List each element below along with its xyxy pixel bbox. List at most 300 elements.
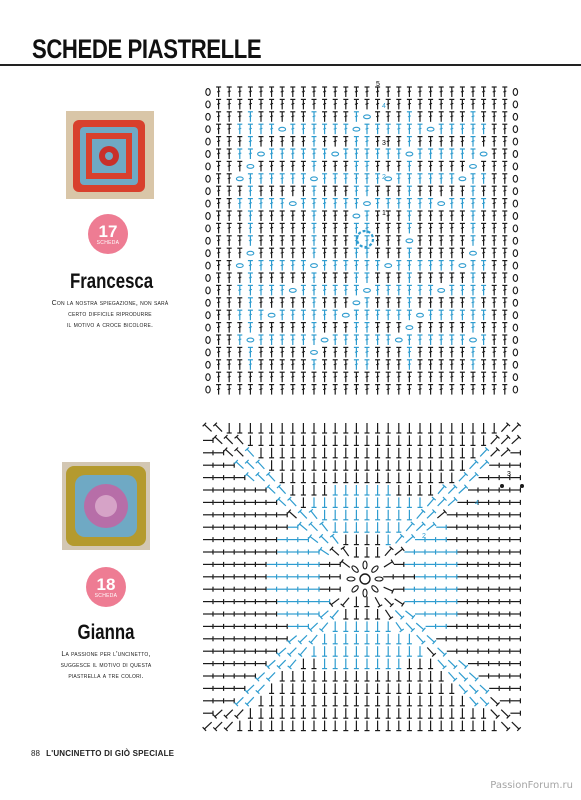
stitch-bar	[344, 339, 347, 340]
stitch-bar	[450, 289, 453, 290]
stitch-bar	[503, 289, 506, 290]
stitch-bar	[334, 215, 337, 216]
stitch-bar	[461, 116, 464, 117]
double-crochet	[406, 536, 413, 543]
chain-stitch	[236, 177, 243, 181]
stitch-bar	[344, 227, 347, 228]
stitch-bar	[334, 339, 337, 340]
chain-stitch	[513, 163, 517, 170]
stitch-bar	[291, 364, 294, 365]
chain-stitch	[513, 225, 517, 232]
stitch-bar	[334, 289, 337, 290]
stitch-bar	[313, 314, 316, 315]
stitch-bar	[217, 128, 220, 129]
stitch-bar	[238, 351, 241, 352]
double-crochet	[226, 449, 233, 456]
stitch-bar	[493, 339, 496, 340]
stitch-bar	[472, 376, 475, 377]
stitch-bar	[249, 128, 252, 129]
stitch-bar	[397, 190, 400, 191]
double-crochet	[289, 636, 297, 642]
stitch-bar	[344, 128, 347, 129]
stitch-bar	[249, 91, 252, 92]
stitch-bar	[387, 190, 390, 191]
stitch-bar	[238, 327, 241, 328]
chain-stitch	[480, 152, 487, 156]
stitch-bar	[493, 141, 496, 142]
chain-stitch	[351, 585, 359, 593]
double-crochet	[268, 660, 275, 667]
stitch-bar	[302, 91, 305, 92]
stitch-bar	[281, 376, 284, 377]
stitch-bar	[397, 376, 400, 377]
round-label-3: 3	[507, 471, 511, 478]
stitch-bar	[355, 327, 358, 328]
stitch-bar	[397, 116, 400, 117]
stitch-bar	[387, 227, 390, 228]
stitch-bar	[228, 240, 231, 241]
stitch-bar	[281, 203, 284, 204]
stitch-bar	[366, 178, 369, 179]
stitch-bar	[228, 364, 231, 365]
stitch-bar	[249, 265, 252, 266]
stitch-bar	[376, 252, 379, 253]
stitch-bar	[461, 227, 464, 228]
stitch-bar	[355, 165, 358, 166]
stitch-bar	[366, 389, 369, 390]
stitch-bar	[334, 203, 337, 204]
stitch-bar	[482, 277, 485, 278]
double-crochet	[375, 597, 380, 606]
stitch-bar	[228, 91, 231, 92]
stitch-bar	[366, 128, 369, 129]
stitch-bar	[260, 227, 263, 228]
stitch-bar	[472, 203, 475, 204]
stitch-bar	[376, 141, 379, 142]
double-crochet	[438, 648, 445, 655]
chain-stitch	[321, 338, 328, 342]
double-crochet	[226, 437, 233, 444]
double-crochet	[310, 524, 317, 531]
stitch-bar	[334, 265, 337, 266]
stitch-bar	[355, 265, 358, 266]
chain-stitch	[206, 101, 210, 108]
double-crochet	[438, 660, 445, 667]
stitch-bar	[228, 327, 231, 328]
stitch-bar	[450, 364, 453, 365]
stitch-bar	[419, 141, 422, 142]
stitch-bar	[440, 364, 443, 365]
stitch-bar	[313, 203, 316, 204]
stitch-bar	[334, 351, 337, 352]
stitch-bar	[419, 302, 422, 303]
badge-sub: SCHEDA	[96, 240, 120, 246]
stitch-bar	[334, 376, 337, 377]
stitch-bar	[440, 153, 443, 154]
stitch-bar	[461, 314, 464, 315]
double-crochet	[416, 623, 424, 630]
stitch-bar	[334, 165, 337, 166]
chain-stitch	[364, 202, 371, 206]
stitch-bar	[302, 203, 305, 204]
stitch-bar	[493, 103, 496, 104]
stitch-bar	[376, 190, 379, 191]
stitch-bar	[376, 215, 379, 216]
stitch-bar	[228, 215, 231, 216]
stitch-bar	[419, 116, 422, 117]
stitch-bar	[313, 128, 316, 129]
stitch-bar	[440, 351, 443, 352]
stitch-bar	[408, 376, 411, 377]
stitch-bar	[217, 339, 220, 340]
motif-17-photo	[66, 111, 154, 199]
stitch-bar	[366, 314, 369, 315]
stitch-bar	[260, 116, 263, 117]
stitch-bar	[376, 364, 379, 365]
page-footer	[31, 749, 174, 758]
double-crochet	[331, 549, 338, 556]
chain-stitch	[371, 585, 379, 593]
chain-stitch	[513, 262, 517, 269]
stitch-bar	[366, 302, 369, 303]
double-crochet	[278, 648, 286, 655]
stitch-bar	[408, 128, 411, 129]
stitch-bar	[366, 240, 369, 241]
stitch-bar	[323, 327, 326, 328]
stitch-bar	[450, 302, 453, 303]
chain-stitch	[279, 127, 286, 131]
stitch-bar	[472, 190, 475, 191]
chain-stitch	[236, 264, 243, 268]
stitch-bar	[482, 351, 485, 352]
chain-stitch	[206, 361, 210, 368]
stitch-bar	[313, 227, 316, 228]
stitch-bar	[482, 314, 485, 315]
stitch-bar	[217, 153, 220, 154]
stitch-bar	[472, 302, 475, 303]
stitch-bar	[397, 302, 400, 303]
stitch-bar	[344, 116, 347, 117]
double-crochet	[396, 622, 402, 630]
stitch-bar	[450, 91, 453, 92]
stitch-bar	[461, 91, 464, 92]
stitch-bar	[472, 351, 475, 352]
double-crochet	[459, 685, 466, 692]
stitch-bar	[238, 240, 241, 241]
stitch-bar	[260, 327, 263, 328]
stitch-bar	[503, 376, 506, 377]
stitch-bar	[397, 252, 400, 253]
stitch-bar	[334, 327, 337, 328]
double-crochet	[480, 697, 487, 704]
stitch-bar	[270, 103, 273, 104]
stitch-bar	[249, 178, 252, 179]
stitch-bar	[238, 215, 241, 216]
double-crochet	[247, 685, 254, 692]
stitch-bar	[419, 376, 422, 377]
chain-stitch	[513, 151, 517, 158]
stitch-bar	[281, 252, 284, 253]
stitch-bar	[429, 203, 432, 204]
stitch-bar	[302, 240, 305, 241]
stitch-bar	[440, 277, 443, 278]
stitch-bar	[397, 277, 400, 278]
stitch-bar	[238, 314, 241, 315]
double-crochet	[300, 524, 308, 530]
double-crochet	[343, 548, 349, 556]
chain-stitch	[206, 213, 210, 220]
chain-stitch	[206, 225, 210, 232]
stitch-bar	[397, 364, 400, 365]
stitch-bar	[387, 289, 390, 290]
double-crochet	[258, 462, 265, 469]
chain-stitch	[364, 115, 371, 119]
stitch-bar	[419, 327, 422, 328]
stitch-bar	[387, 153, 390, 154]
stitch-bar	[281, 364, 284, 365]
stitch-bar	[344, 103, 347, 104]
double-crochet	[279, 486, 286, 493]
stitch-bar	[419, 128, 422, 129]
stitch-bar	[493, 314, 496, 315]
stitch-bar	[217, 178, 220, 179]
stitch-bar	[503, 277, 506, 278]
double-crochet	[501, 449, 508, 456]
double-crochet	[311, 511, 317, 519]
stitch-bar	[461, 302, 464, 303]
stitch-bar	[323, 240, 326, 241]
title-rule	[0, 64, 581, 66]
stitch-bar	[344, 153, 347, 154]
stitch-bar	[461, 364, 464, 365]
chain-stitch	[363, 589, 367, 597]
stitch-bar	[472, 91, 475, 92]
stitch-bar	[419, 339, 422, 340]
double-crochet	[512, 722, 519, 729]
stitch-bar	[238, 364, 241, 365]
double-crochet	[469, 474, 476, 481]
chain-stitch	[311, 351, 318, 355]
stitch-bar	[429, 103, 432, 104]
stitch-bar	[217, 141, 220, 142]
stitch-bar	[291, 252, 294, 253]
stitch-bar	[313, 190, 316, 191]
chain-stitch	[206, 337, 210, 344]
stitch-bar	[281, 389, 284, 390]
stitch-bar	[493, 277, 496, 278]
stitch-bar	[376, 277, 379, 278]
stitch-bar	[387, 141, 390, 142]
stitch-bar	[397, 141, 400, 142]
stitch-bar	[260, 277, 263, 278]
double-crochet	[247, 462, 254, 469]
stitch-bar	[217, 165, 220, 166]
stitch-bar	[461, 327, 464, 328]
stitch-bar	[217, 265, 220, 266]
stitch-bar	[408, 203, 411, 204]
stitch-bar	[355, 91, 358, 92]
double-crochet	[437, 512, 445, 518]
stitch-bar	[228, 227, 231, 228]
stitch-bar	[450, 116, 453, 117]
chain-stitch	[395, 338, 402, 342]
stitch-bar	[323, 351, 326, 352]
stitch-bar	[419, 165, 422, 166]
stitch-bar	[482, 289, 485, 290]
stitch-bar	[260, 203, 263, 204]
stitch-bar	[334, 277, 337, 278]
stitch-bar	[291, 327, 294, 328]
double-crochet	[491, 449, 498, 456]
stitch-bar	[270, 153, 273, 154]
stitch-bar	[291, 215, 294, 216]
chain-stitch	[353, 301, 360, 305]
stitch-bar	[238, 302, 241, 303]
start-dot	[520, 484, 524, 488]
double-crochet	[480, 462, 487, 469]
stitch-bar	[450, 153, 453, 154]
stitch-bar	[270, 364, 273, 365]
stitch-bar	[249, 190, 252, 191]
stitch-bar	[291, 314, 294, 315]
stitch-bar	[376, 91, 379, 92]
stitch-bar	[260, 314, 263, 315]
stitch-bar	[366, 364, 369, 365]
stitch-bar	[260, 302, 263, 303]
diagram-18-marks	[203, 423, 524, 731]
stitch-bar	[408, 277, 411, 278]
stitch-bar	[260, 215, 263, 216]
double-crochet	[470, 697, 477, 704]
chain-stitch	[206, 188, 210, 195]
stitch-bar	[313, 165, 316, 166]
stitch-bar	[249, 116, 252, 117]
stitch-bar	[397, 165, 400, 166]
stitch-bar	[461, 252, 464, 253]
stitch-bar	[482, 190, 485, 191]
badge-number: 17	[98, 222, 118, 241]
stitch-bar	[270, 203, 273, 204]
stitch-bar	[260, 141, 263, 142]
stitch-bar	[450, 203, 453, 204]
stitch-bar	[249, 277, 252, 278]
stitch-bar	[493, 265, 496, 266]
motif-18-crochet-diagram	[200, 418, 530, 740]
double-crochet	[385, 610, 391, 618]
chain-stitch	[258, 152, 265, 156]
stitch-bar	[440, 389, 443, 390]
stitch-bar	[217, 302, 220, 303]
chain-stitch	[470, 338, 477, 342]
double-crochet	[300, 647, 306, 655]
stitch-bar	[260, 178, 263, 179]
chain-stitch	[311, 177, 318, 181]
stitch-bar	[281, 215, 284, 216]
stitch-bar	[461, 165, 464, 166]
chain-stitch	[513, 175, 517, 182]
double-crochet	[322, 523, 328, 531]
stitch-bar	[450, 141, 453, 142]
stitch-bar	[238, 141, 241, 142]
stitch-bar	[228, 314, 231, 315]
chain-stitch	[513, 349, 517, 356]
stitch-bar	[397, 240, 400, 241]
stitch-bar	[291, 91, 294, 92]
chain-stitch	[513, 386, 517, 393]
stitch-bar	[419, 178, 422, 179]
stitch-bar	[450, 227, 453, 228]
diagram-17-marks	[206, 87, 518, 395]
stitch-bar	[291, 351, 294, 352]
stitch-bar	[366, 190, 369, 191]
stitch-bar	[493, 91, 496, 92]
chain-stitch	[513, 89, 517, 96]
stitch-bar	[217, 91, 220, 92]
stitch-bar	[503, 153, 506, 154]
stitch-bar	[503, 116, 506, 117]
stitch-bar	[482, 327, 485, 328]
stitch-bar	[472, 277, 475, 278]
stitch-bar	[408, 364, 411, 365]
stitch-bar	[281, 314, 284, 315]
double-crochet	[427, 511, 434, 518]
stitch-bar	[313, 240, 316, 241]
double-crochet	[406, 523, 413, 531]
double-crochet	[459, 660, 467, 667]
round-label-2: 2	[382, 174, 386, 181]
stitch-bar	[482, 128, 485, 129]
stitch-bar	[472, 128, 475, 129]
stitch-bar	[376, 314, 379, 315]
stitch-bar	[397, 327, 400, 328]
stitch-bar	[366, 165, 369, 166]
stitch-bar	[429, 376, 432, 377]
stitch-bar	[376, 240, 379, 241]
magic-ring	[357, 231, 373, 247]
stitch-bar	[387, 116, 390, 117]
stitch-bar	[344, 265, 347, 266]
stitch-bar	[228, 153, 231, 154]
stitch-bar	[408, 116, 411, 117]
double-crochet	[320, 549, 328, 555]
stitch-bar	[302, 165, 305, 166]
stitch-bar	[313, 153, 316, 154]
stitch-bar	[503, 389, 506, 390]
page-title: SCHEDE PIASTRELLE	[32, 34, 262, 64]
double-crochet	[236, 449, 243, 456]
stitch-bar	[344, 252, 347, 253]
stitch-bar	[228, 339, 231, 340]
double-crochet	[236, 462, 243, 469]
stitch-bar	[482, 302, 485, 303]
stitch-bar	[281, 240, 284, 241]
double-crochet	[268, 672, 275, 679]
stitch-bar	[493, 116, 496, 117]
stitch-bar	[429, 240, 432, 241]
stitch-bar	[461, 289, 464, 290]
stitch-bar	[355, 252, 358, 253]
stitch-bar	[366, 277, 369, 278]
chain-stitch	[206, 374, 210, 381]
stitch-bar	[344, 351, 347, 352]
stitch-bar	[270, 215, 273, 216]
motif-17-name: Francesca	[70, 270, 154, 293]
watermark: PassionForum.ru	[490, 780, 573, 791]
stitch-bar	[440, 141, 443, 142]
stitch-bar	[217, 376, 220, 377]
stitch-bar	[323, 203, 326, 204]
chain-stitch	[206, 250, 210, 257]
